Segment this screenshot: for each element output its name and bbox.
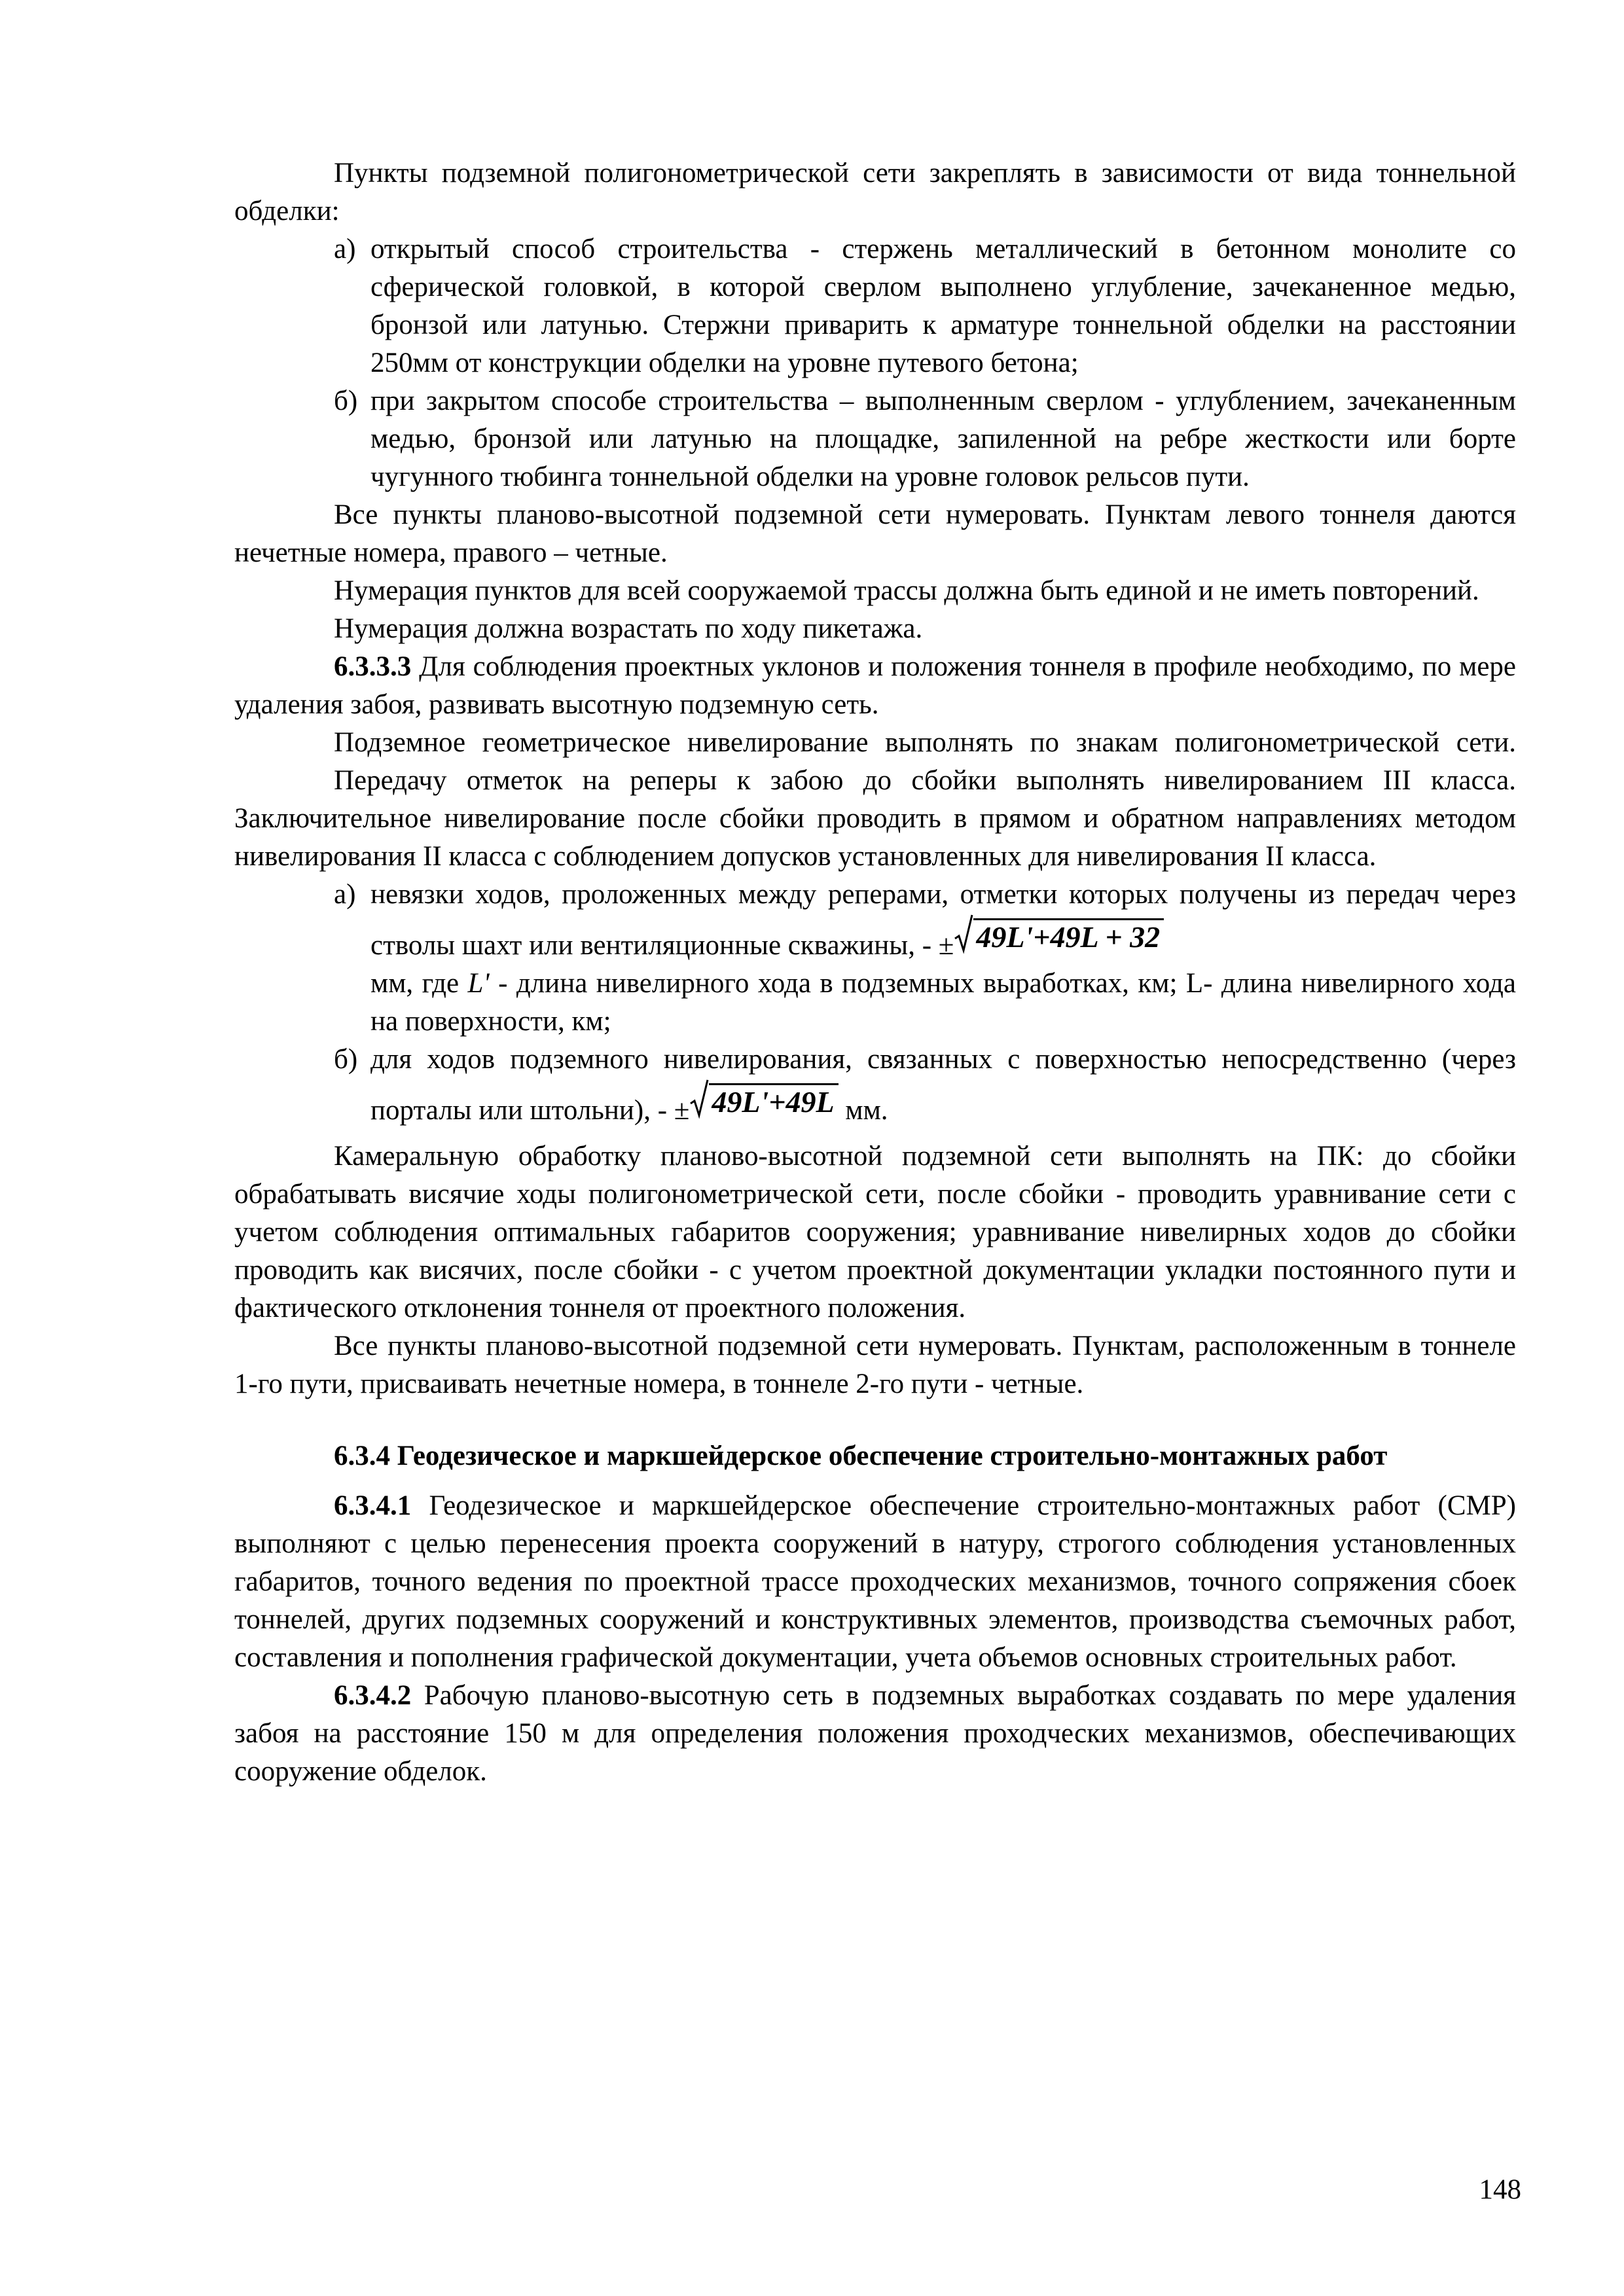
formula-tolerance-portal <box>689 1079 838 1119</box>
radical-sign-icon <box>689 1079 709 1119</box>
variable-name: L' <box>467 968 490 999</box>
paragraph <box>234 1487 1516 1677</box>
list-item <box>234 230 1516 382</box>
formula-unit-text: мм, где <box>370 968 468 999</box>
paragraph <box>234 1677 1516 1791</box>
section-number: 6.3.3.3 <box>334 651 412 682</box>
paragraph <box>234 648 1516 724</box>
list-item <box>234 876 1516 1041</box>
list-item-text <box>370 1041 1516 1130</box>
section-number: 6.3.4.2 <box>334 1680 412 1711</box>
spacer <box>234 1130 1516 1138</box>
paragraph-text: Для соблюдения проектных уклонов и положения тоннеля в профиле необходимо, по мере удаления забоя, развивать высотную подземную сеть. <box>234 651 1516 720</box>
paragraph: Пункты подземной полигонометрической сети закреплять в зависимости от вида тоннельной обделки: <box>234 158 1516 226</box>
paragraph-text: Геодезическое и маркшейдерское обеспечение строительно-монтажных работ (СМР) выполняют с целью перенесения проекта сооружений в натуру, строгого соблюдения установленных габаритов, точного ведения по проектной трассе проходческих механизмов, точного сопряжения сбоек тоннелей, других подземных сооружений и конструктивных элементов, производства съемочных работ, составления и пополнения графической документации, учета объемов основных строительных работ. <box>234 1490 1516 1673</box>
paragraph: Нумерация пунктов для всей сооружаемой трассы должна быть единой и не иметь повторений. <box>334 575 1479 606</box>
paragraph: Все пункты планово-высотной подземной сети нумеровать. Пунктам, расположенным в тоннеле 1-го пути, присваивать нечетные номера, в тоннеле 2-го пути - четные. <box>234 1331 1516 1399</box>
section-number: 6.3.4.1 <box>334 1490 412 1521</box>
formula-lead-text: для ходов подземного нивелирования, связанных с поверхностью непосредственно (через порталы или штольни), - ± <box>370 1044 1516 1126</box>
list-item-text: при закрытом способе строительства – выполненным сверлом - углублением, зачеканенным медью, бронзой или латунью на площадке, запиленной на ребре жесткости или борте чугунного тюбинга тоннельной обделки на уровне головок рельсов пути. <box>370 386 1516 492</box>
paragraph: Нумерация должна возрастать по ходу пикетажа. <box>334 613 923 644</box>
paragraph: Передачу отметок на реперы к забою до сбойки выполнять нивелированием III класса. Заключительное нивелирование после сбойки проводить в прямом и обратном направлениях методом нивелирования II класса с соблюдением допусков установленных для нивелирования II класса. <box>234 765 1516 872</box>
paragraph: Все пункты планово-высотной подземной сети нумеровать. Пунктам левого тоннеля даются нечетные номера, правого – четные. <box>234 499 1516 568</box>
list-marker: б) <box>334 386 358 416</box>
list-marker: а) <box>334 879 356 910</box>
list-marker: б) <box>334 1044 358 1075</box>
paragraph: Подземное геометрическое нивелирование выполнять по знакам полигонометрической сети. <box>334 727 1516 758</box>
formula-unit-text: мм. <box>838 1095 888 1126</box>
list-item <box>234 1041 1516 1130</box>
formula-tolerance-full <box>954 914 1164 954</box>
spacer <box>234 1475 1516 1487</box>
list-item-text: открытый способ строительства - стержень металлический в бетонном монолите со сферической головкой, в которой сверлом выполнено углубление, зачеканенное медью, бронзой или латунью. Стержни приварить к арматуре тоннельной обделки на расстоянии 250мм от конструкции обделки на уровне путевого бетона; <box>370 234 1516 378</box>
paragraph-text: Рабочую планово-высотную сеть в подземных выработках создавать по мере удаления забоя на расстояние 150 м для определения положения проходческих механизмов, обеспечивающих сооружение обделок. <box>234 1680 1516 1787</box>
formula-radicand: 49L'+49L <box>709 1083 838 1119</box>
list-item <box>234 382 1516 496</box>
paragraph: Камеральную обработку планово-высотной подземной сети выполнять на ПК: до сбойки обрабатывать висячие ходы полигонометрической сети, после сбойки - проводить уравнивание сети с учетом соблюдения оптимальных габаритов сооружения; уравнивание нивелирных ходов до сбойки проводить как висячих, после сбойки - с учетом проектной документации укладки постоянного пути и фактического отклонения тоннеля от проектного положения. <box>234 1141 1516 1323</box>
list-marker: а) <box>334 234 356 264</box>
radical-sign-icon <box>954 914 973 954</box>
page-number: 148 <box>1479 2174 1521 2205</box>
formula-radicand: 49L'+49L + 32 <box>973 918 1164 954</box>
formula-lead-text: невязки ходов, проложенных между реперами, отметки которых получены из передач через стволы шахт или вентиляционные скважины, - ± <box>370 879 1516 961</box>
list-item-text <box>370 876 1516 1041</box>
section-heading: 6.3.4 Геодезическое и маркшейдерское обеспечение строительно-монтажных работ <box>334 1441 1388 1471</box>
spacer <box>234 1403 1516 1437</box>
page-content <box>234 154 1516 1791</box>
formula-trail-text: - длина нивелирного хода в подземных выработках, км; L- длина нивелирного хода на поверхности, км; <box>370 968 1516 1037</box>
